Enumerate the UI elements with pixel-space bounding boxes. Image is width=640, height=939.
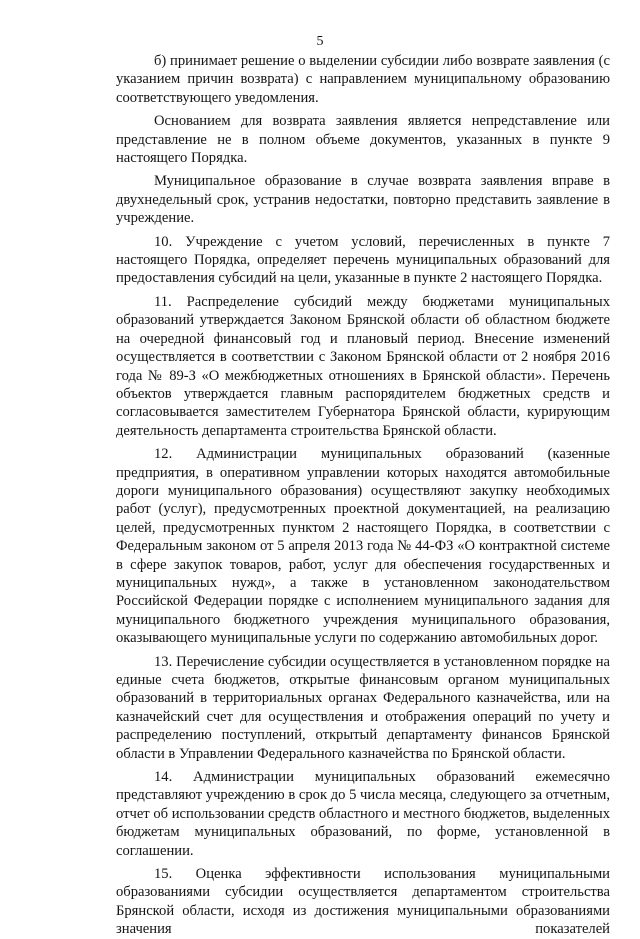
document-body [116, 52, 610, 939]
paragraph-return-grounds: Основанием для возврата заявления является непредставление или представление не в полном объеме документов, указанных в пункте 9 настоящего Порядка. [116, 113, 610, 167]
paragraph-item-13: 13. Перечисление субсидии осуществляется в установленном порядке на единые счета бюджетов, открытые финансовым органом муниципальных образований в территориальных органах Федерального казначейства, или на казначейский счет для осуществления и отображения операций по учету и распределению поступлений, открытый департаменту финансов Брянской области в Управлении Федерального казначейства по Брянской области. [116, 653, 610, 762]
paragraph-resubmission: Муниципальное образование в случае возврата заявления вправе в двухнедельный срок, устранив недостатки, повторно представить заявление в учреждение. [116, 173, 610, 227]
paragraph-decision: б) принимает решение о выделении субсидии либо возврате заявления (с указанием причин возврата) с направлением муниципальному образованию соответствующего уведомления. [116, 53, 610, 106]
paragraph-item-11: 11. Распределение субсидий между бюджетами муниципальных образований утверждается Законом Брянской области об областном бюджете на очередной финансовый год и плановый период. Внесение изменений осуществляется в соответствии с Законом Брянской области от 2 ноября 2016 года № 89-З «О межбюджетных отношениях в Брянской области». Перечень объектов утверждается главным распорядителем бюджетных средств и согласовывается заместителем Губернатора Брянской области, курирующим деятельность департамента строительства Брянской области. [116, 293, 610, 439]
page-number: 5 [316, 34, 324, 49]
paragraph-item-12: 12. Администрации муниципальных образований (казенные предприятия, в оперативном управлении которых находятся автомобильные дороги муниципального образования) осуществляют закупку необходимых работ (услуг), предусмотренных проектной документацией, на реализацию целей, предусмотренных пунктом 2 настоящего Порядка, в соответствии с Федеральным законом от 5 апреля 2013 года № 44-ФЗ «О контрактной системе в сфере закупок товаров, работ, услуг для обеспечения государственных и муниципальных нужд», а также в установленном законодательством Российской Федерации порядке с исполнением муниципального задания для муниципального бюджетного учреждения муниципального образования, оказывающего муниципальные услуги по содержанию автомобильных дорог. [116, 446, 610, 647]
paragraph-item-10: 10. Учреждение с учетом условий, перечисленных в пункте 7 настоящего Порядка, определяет перечень муниципальных образований для предоставления субсидий на цели, указанные в пункте 2 настоящего Порядка. [116, 233, 610, 287]
paragraph-item-14: 14. Администрации муниципальных образований ежемесячно представляют учреждению в срок до 5 числа месяца, следующего за отчетным, отчет об использовании средств областного и местного бюджетов, выделенных бюджетам муниципальных образований, по форме, установленной в соглашении. [116, 769, 610, 859]
paragraph-item-15: 15. Оценка эффективности использования муниципальными образованиями субсидии осуществляется департаментом строительства Брянской области, исходя из достижения муниципальными образованиями значения показателей [116, 866, 610, 938]
